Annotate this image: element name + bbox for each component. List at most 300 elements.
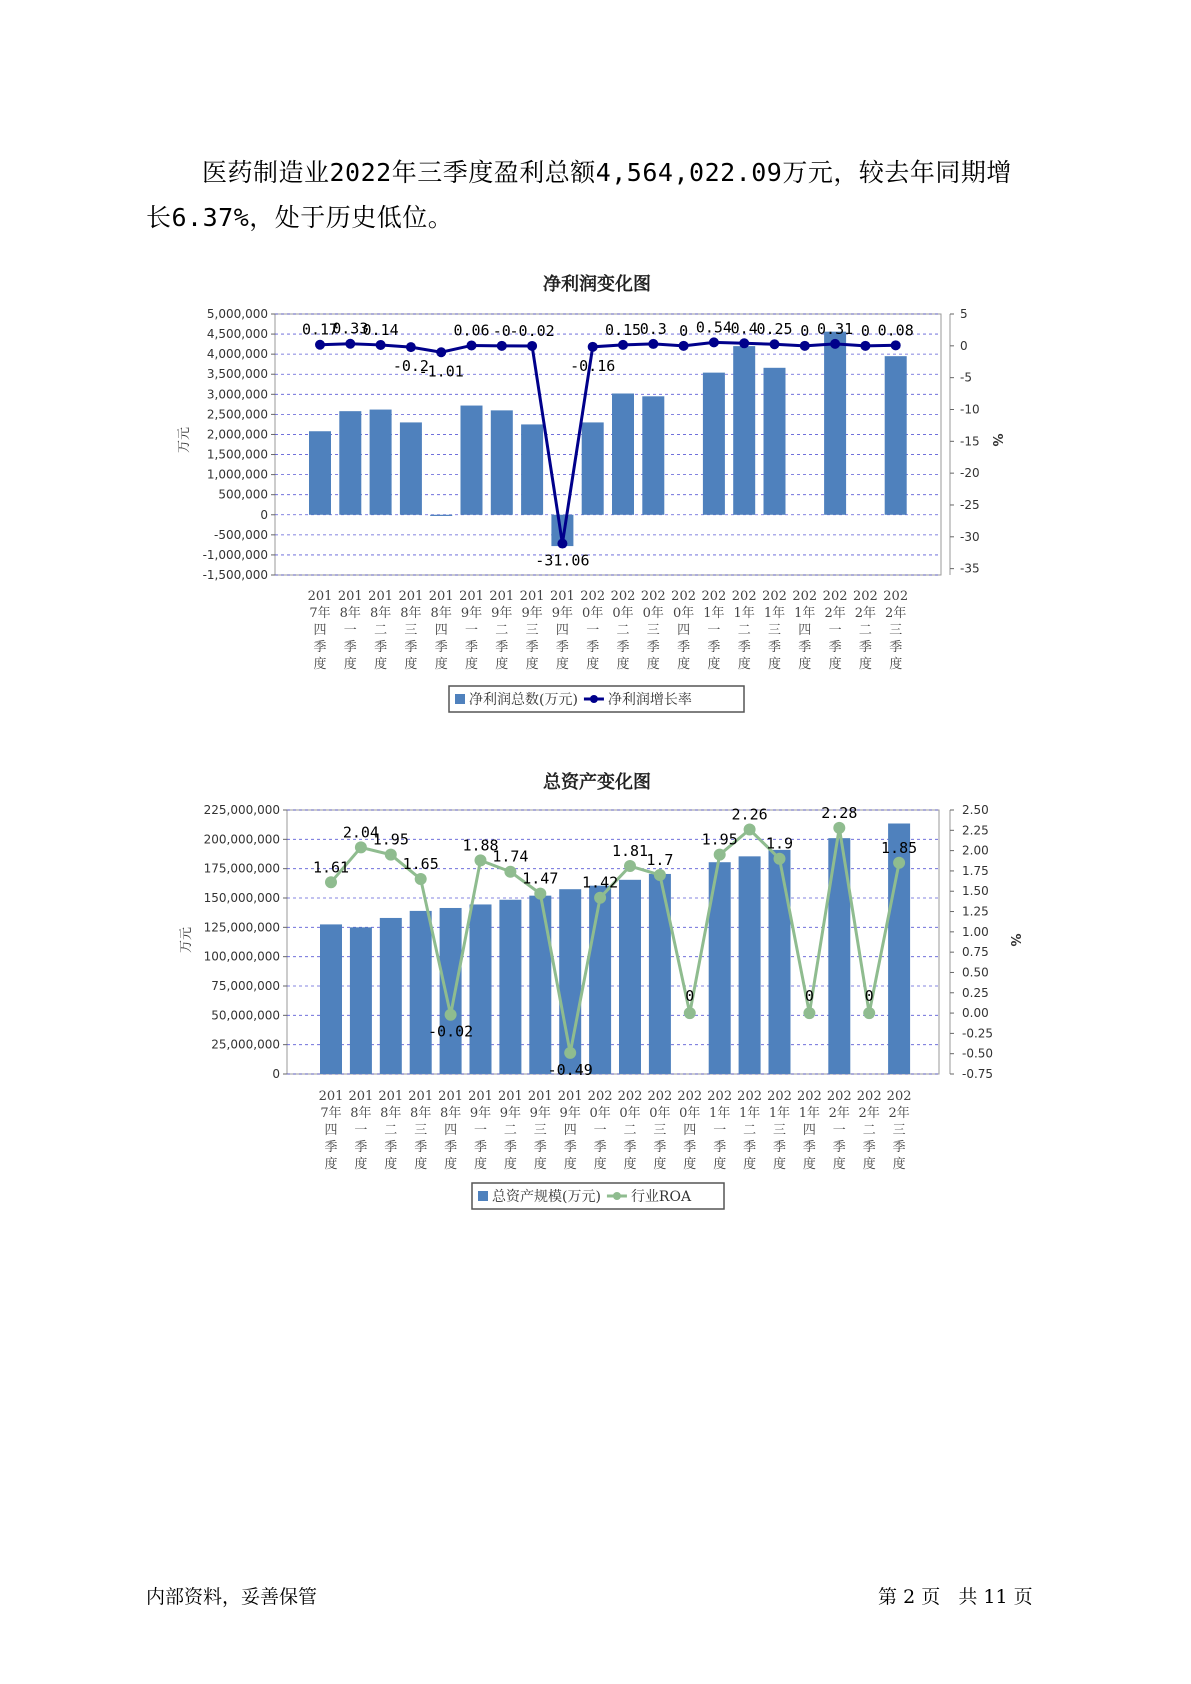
x-tick-label: 度 <box>593 1157 607 1172</box>
y2-tick-label: 2.50 <box>962 803 989 817</box>
y2-tick-label: 2.00 <box>962 843 989 858</box>
x-tick-label: 201 <box>398 589 424 604</box>
x-tick-label: 二 <box>374 623 388 638</box>
data-label: 0.3 <box>639 319 667 338</box>
x-tick-label: 9年 <box>460 606 483 621</box>
x-tick-label: 9年 <box>559 1106 581 1121</box>
x-tick-label: 度 <box>404 657 418 672</box>
x-tick-label: 一 <box>354 1123 368 1138</box>
y-tick-label: -1,500,000 <box>202 568 268 582</box>
line-point <box>863 1007 875 1019</box>
line-point <box>497 341 507 351</box>
x-tick-label: 201 <box>489 589 515 604</box>
y-tick-label: 0 <box>260 507 268 522</box>
x-tick-label: 度 <box>555 657 569 672</box>
bar <box>309 431 331 515</box>
data-label: 0.06 <box>453 321 490 340</box>
data-label: 0 <box>864 987 874 1006</box>
x-tick-label: 0年 <box>582 606 604 621</box>
x-tick-label: 季 <box>832 1140 846 1155</box>
x-tick-label: 季 <box>503 1140 517 1155</box>
y2-tick-label: -20 <box>960 466 980 481</box>
x-tick-label: 二 <box>616 623 630 638</box>
x-tick-label: 202 <box>792 589 818 604</box>
x-tick-label: 202 <box>707 1089 733 1104</box>
x-tick-label: 度 <box>473 1157 488 1172</box>
x-tick-label: 度 <box>892 1157 906 1172</box>
data-label: 0.54 <box>695 318 732 337</box>
x-tick-label: 四 <box>324 1123 338 1138</box>
data-label: -0.2 <box>392 357 429 376</box>
line-point <box>624 860 636 872</box>
data-label: 0 <box>685 987 695 1006</box>
legend-swatch-bar <box>478 1191 488 1201</box>
bar <box>320 924 342 1074</box>
x-tick-label: 201 <box>337 589 363 604</box>
x-tick-label: 二 <box>737 623 751 638</box>
data-label: 1.88 <box>462 836 499 855</box>
y2-tick-label: 5 <box>960 307 968 321</box>
bar <box>529 896 551 1074</box>
data-label: 1.95 <box>701 830 738 849</box>
x-tick-label: 0年 <box>649 1106 671 1121</box>
line-point <box>803 1007 815 1019</box>
chart-title: 净利润变化图 <box>543 274 651 295</box>
x-tick-label: 度 <box>772 1157 787 1172</box>
x-tick-label: 季 <box>414 1140 428 1155</box>
bar <box>491 410 513 514</box>
x-tick-label: 度 <box>525 657 539 672</box>
x-tick-label: 季 <box>555 640 569 655</box>
total-suffix: 页 <box>1013 1586 1033 1608</box>
bar <box>499 900 521 1074</box>
x-tick-label: 2年 <box>824 606 846 621</box>
y-tick-label: 50,000,000 <box>211 1008 280 1023</box>
x-tick-label: 季 <box>683 1140 697 1155</box>
x-tick-label: 三 <box>653 1123 667 1138</box>
line-point <box>355 841 367 853</box>
y-tick-label: 3,000,000 <box>206 387 268 402</box>
page-number: 2 <box>903 1586 916 1608</box>
x-tick-label: 一 <box>473 1123 488 1138</box>
line-point <box>833 822 845 834</box>
x-tick-label: 四 <box>313 623 327 638</box>
x-tick-label: 季 <box>324 1140 338 1155</box>
x-tick-label: 季 <box>444 1140 458 1155</box>
y2-tick-label: -0.75 <box>962 1067 994 1081</box>
x-tick-label: 202 <box>856 1089 882 1104</box>
data-label: 1.65 <box>402 855 439 874</box>
line-point <box>445 1009 457 1021</box>
data-label: 1.95 <box>372 830 409 849</box>
y-tick-label: 125,000,000 <box>203 920 280 935</box>
data-label: 0.14 <box>362 320 399 339</box>
x-tick-label: 202 <box>796 1089 822 1104</box>
x-tick-label: 三 <box>892 1123 906 1138</box>
y2-tick-label: 0.00 <box>962 1006 989 1021</box>
x-tick-label: 季 <box>464 640 479 655</box>
x-tick-label: 季 <box>533 1140 547 1155</box>
x-tick-label: 201 <box>519 589 545 604</box>
legend-label-bar: 总资产规模(万元) <box>492 1189 601 1205</box>
data-label: 1.61 <box>312 858 350 877</box>
x-tick-label: 季 <box>707 640 721 655</box>
line-point <box>800 341 810 351</box>
data-label: 0.4 <box>730 319 758 338</box>
y2-tick-label: 0.25 <box>962 985 989 1000</box>
data-label: 1.47 <box>522 869 559 888</box>
data-label: -0 <box>492 321 511 340</box>
x-tick-label: 202 <box>701 589 727 604</box>
x-tick-label: 201 <box>428 589 454 604</box>
x-tick-label: 度 <box>707 657 721 672</box>
x-tick-label: 度 <box>313 657 327 672</box>
x-tick-label: 8年 <box>369 606 392 621</box>
x-tick-label: 度 <box>324 1157 338 1172</box>
line-point <box>504 866 516 878</box>
x-tick-label: 1年 <box>738 1106 761 1121</box>
x-tick-label: 四 <box>555 623 569 638</box>
data-label: -1.01 <box>418 362 464 381</box>
y2-tick-label: -5 <box>960 370 972 385</box>
x-tick-label: 季 <box>646 640 660 655</box>
data-label: 0.33 <box>332 319 369 338</box>
line-point <box>588 342 598 352</box>
x-tick-label: 季 <box>374 640 388 655</box>
x-tick-label: 8年 <box>350 1106 372 1121</box>
x-tick-label: 8年 <box>380 1106 402 1121</box>
x-tick-label: 度 <box>743 1157 757 1172</box>
y2-tick-label: -35 <box>960 561 980 576</box>
x-tick-label: 度 <box>616 657 630 672</box>
x-tick-label: 202 <box>852 589 878 604</box>
x-tick-label: 2年 <box>885 606 907 621</box>
y2-axis-title: % <box>1007 933 1022 947</box>
legend-dot <box>613 1192 621 1200</box>
line-point <box>325 876 337 888</box>
line-point <box>893 857 905 869</box>
x-tick-label: 四 <box>677 623 691 638</box>
bar <box>733 346 755 515</box>
x-tick-label: 8年 <box>439 1106 462 1121</box>
y-axis-title: 万元 <box>177 426 192 454</box>
x-tick-label: 1年 <box>768 1106 791 1121</box>
bar <box>612 394 634 515</box>
x-tick-label: 8年 <box>339 606 361 621</box>
x-tick-label: 季 <box>713 1140 727 1155</box>
x-tick-label: 201 <box>527 1089 553 1104</box>
x-tick-label: 季 <box>767 640 782 655</box>
y2-tick-label: 1.00 <box>962 924 989 939</box>
y-tick-label: 225,000,000 <box>203 803 280 817</box>
x-tick-label: 季 <box>892 1140 906 1155</box>
x-tick-label: 四 <box>798 623 812 638</box>
x-tick-label: 季 <box>343 640 357 655</box>
x-tick-label: 度 <box>434 657 448 672</box>
x-tick-label: 季 <box>586 640 600 655</box>
data-label: -0.16 <box>570 356 616 375</box>
data-label: 1.81 <box>611 842 649 861</box>
x-tick-label: 201 <box>408 1089 434 1104</box>
x-tick-label: 四 <box>563 1123 577 1138</box>
x-tick-label: 1年 <box>763 606 786 621</box>
line-point <box>648 339 658 349</box>
x-tick-label: 9年 <box>521 606 543 621</box>
x-tick-label: 2年 <box>888 1106 910 1121</box>
x-tick-label: 201 <box>549 589 575 604</box>
y2-tick-label: 1.25 <box>962 904 989 919</box>
x-tick-label: 0年 <box>612 606 634 621</box>
x-tick-label: 季 <box>858 640 872 655</box>
x-tick-label: 202 <box>677 1089 703 1104</box>
x-tick-label: 季 <box>802 1140 816 1155</box>
x-tick-label: 8年 <box>430 606 452 621</box>
y2-axis-title: % <box>989 433 1004 447</box>
x-tick-label: 季 <box>525 640 539 655</box>
x-tick-label: 季 <box>473 1140 488 1155</box>
x-tick-label: 201 <box>438 1089 464 1104</box>
line-point <box>345 339 355 349</box>
bar <box>764 368 786 515</box>
x-tick-label: 202 <box>737 1089 763 1104</box>
x-tick-label: 三 <box>772 1123 787 1138</box>
x-tick-label: 202 <box>822 589 848 604</box>
x-tick-label: 202 <box>883 589 909 604</box>
y2-tick-label: -10 <box>960 402 980 417</box>
x-tick-label: 三 <box>889 623 903 638</box>
x-tick-label: 1年 <box>733 606 755 621</box>
x-tick-label: 度 <box>767 657 782 672</box>
line-point <box>709 337 719 347</box>
x-tick-label: 度 <box>798 657 812 672</box>
data-label: -0.02 <box>509 321 555 340</box>
bar <box>430 515 452 516</box>
x-tick-label: 季 <box>889 640 903 655</box>
x-tick-label: 度 <box>563 1157 577 1172</box>
x-tick-label: 9年 <box>529 1106 551 1121</box>
bar <box>642 396 664 514</box>
line-point <box>385 849 397 861</box>
line-point <box>679 341 689 351</box>
bar <box>400 422 422 514</box>
line-point <box>774 853 786 865</box>
x-tick-label: 一 <box>707 623 721 638</box>
x-tick-label: 9年 <box>499 1106 522 1121</box>
data-label: -0.49 <box>547 1060 593 1079</box>
y-axis-title: 万元 <box>179 926 194 954</box>
line-point <box>534 888 546 900</box>
y-tick-label: -500,000 <box>214 527 268 542</box>
data-label: 1.85 <box>881 838 918 857</box>
x-tick-label: 一 <box>713 1123 727 1138</box>
chart-title: 总资产变化图 <box>543 772 651 793</box>
y-tick-label: 1,500,000 <box>206 447 268 462</box>
x-tick-label: 四 <box>434 623 448 638</box>
x-tick-label: 9年 <box>491 606 513 621</box>
data-label: 0 <box>679 321 689 340</box>
total-prefix: 共 <box>958 1586 978 1608</box>
x-tick-label: 二 <box>862 1123 876 1138</box>
x-tick-label: 1年 <box>703 606 725 621</box>
y2-tick-label: 2.25 <box>962 823 989 838</box>
x-tick-label: 二 <box>858 623 872 638</box>
y2-tick-label: 1.75 <box>962 863 989 878</box>
x-tick-label: 201 <box>468 1089 493 1104</box>
x-tick-label: 1年 <box>798 1106 821 1121</box>
x-tick-label: 1年 <box>794 606 816 621</box>
x-tick-label: 202 <box>580 589 606 604</box>
x-tick-label: 季 <box>384 1140 398 1155</box>
y2-tick-label: -25 <box>960 497 980 512</box>
x-tick-label: 三 <box>767 623 782 638</box>
line-point <box>376 340 386 350</box>
x-tick-label: 201 <box>348 1089 374 1104</box>
x-tick-label: 二 <box>743 1123 757 1138</box>
x-tick-label: 0年 <box>679 1106 701 1121</box>
line-point <box>415 873 427 885</box>
x-tick-label: 202 <box>640 589 666 604</box>
bar <box>824 332 846 515</box>
x-tick-label: 度 <box>354 1157 368 1172</box>
x-tick-label: 202 <box>587 1089 613 1104</box>
data-label: 1.74 <box>492 847 529 866</box>
bar <box>440 908 462 1074</box>
x-tick-label: 二 <box>495 623 509 638</box>
x-tick-label: 202 <box>762 589 787 604</box>
bar <box>461 406 483 515</box>
x-tick-label: 202 <box>886 1089 912 1104</box>
x-tick-label: 季 <box>593 1140 607 1155</box>
line-point <box>744 823 756 835</box>
x-tick-label: 度 <box>713 1157 727 1172</box>
x-tick-label: 度 <box>646 657 660 672</box>
x-tick-label: 三 <box>533 1123 547 1138</box>
line-point <box>406 342 416 352</box>
y-tick-label: 2,500,000 <box>206 407 268 422</box>
x-tick-label: 202 <box>610 589 636 604</box>
bar <box>470 904 492 1074</box>
y-tick-label: 4,500,000 <box>206 327 268 342</box>
x-tick-label: 202 <box>617 1089 643 1104</box>
line-point <box>830 339 840 349</box>
legend-label-bar: 净利润总数(万元) <box>469 692 578 708</box>
x-tick-label: 度 <box>374 657 388 672</box>
x-tick-label: 季 <box>862 1140 876 1155</box>
y-tick-label: 5,000,000 <box>206 307 268 321</box>
data-label: 0 <box>800 321 810 340</box>
data-label: -0.02 <box>428 1022 474 1041</box>
x-tick-label: 201 <box>307 589 333 604</box>
bar <box>739 856 761 1074</box>
x-tick-label: 季 <box>772 1140 787 1155</box>
x-tick-label: 度 <box>533 1157 547 1172</box>
x-tick-label: 度 <box>828 657 842 672</box>
x-tick-label: 度 <box>802 1157 816 1172</box>
x-tick-label: 一 <box>832 1123 846 1138</box>
x-tick-label: 季 <box>313 640 327 655</box>
footer-confidential: 内部资料，妥善保管 <box>146 1586 318 1608</box>
line-point <box>467 340 477 350</box>
line-point <box>475 854 487 866</box>
y-tick-label: 100,000,000 <box>203 949 280 964</box>
x-tick-label: 季 <box>677 640 691 655</box>
x-tick-label: 2年 <box>828 1106 850 1121</box>
x-tick-label: 201 <box>318 1089 344 1104</box>
line-point <box>557 539 567 549</box>
x-tick-label: 202 <box>826 1089 852 1104</box>
x-tick-label: 三 <box>525 623 539 638</box>
x-tick-label: 0年 <box>589 1106 611 1121</box>
x-tick-label: 8年 <box>400 606 422 621</box>
bar <box>370 410 392 515</box>
y-tick-label: 1,000,000 <box>206 467 268 482</box>
x-tick-label: 度 <box>444 1157 458 1172</box>
x-tick-label: 一 <box>593 1123 607 1138</box>
x-tick-label: 度 <box>832 1157 846 1172</box>
x-tick-label: 季 <box>653 1140 667 1155</box>
bar <box>582 422 604 514</box>
data-label: 0.08 <box>877 321 914 340</box>
x-tick-label: 度 <box>737 657 751 672</box>
x-tick-label: 季 <box>434 640 448 655</box>
x-tick-label: 9年 <box>551 606 574 621</box>
x-tick-label: 四 <box>683 1123 697 1138</box>
x-tick-label: 一 <box>343 623 357 638</box>
line-point <box>714 849 726 861</box>
x-tick-label: 度 <box>503 1157 517 1172</box>
y-tick-label: 500,000 <box>218 487 268 502</box>
bar <box>380 918 402 1074</box>
legend-dot <box>590 695 598 703</box>
y2-tick-label: -15 <box>960 434 980 449</box>
y-tick-label: 0 <box>272 1067 280 1081</box>
x-tick-label: 季 <box>743 1140 757 1155</box>
bar <box>769 850 791 1074</box>
x-tick-label: 度 <box>384 1157 398 1172</box>
paragraph-line-1: 医药制造业2022年三季度盈利总额4,564,022.09万元，较去年同期增 <box>202 158 1012 187</box>
x-tick-label: 202 <box>731 589 757 604</box>
line-point <box>436 347 446 357</box>
x-tick-label: 0年 <box>619 1106 641 1121</box>
bar <box>350 927 372 1074</box>
x-tick-label: 8年 <box>410 1106 432 1121</box>
y-tick-label: 3,500,000 <box>206 367 268 382</box>
data-label: 1.7 <box>646 850 674 869</box>
x-tick-label: 度 <box>862 1157 876 1172</box>
line-point <box>684 1007 696 1019</box>
bar <box>410 911 432 1074</box>
bar <box>885 356 907 515</box>
y2-tick-label: -0.50 <box>962 1046 994 1061</box>
legend-label-line: 行业ROA <box>630 1189 692 1205</box>
x-tick-label: 季 <box>828 640 842 655</box>
x-tick-label: 四 <box>802 1123 816 1138</box>
x-tick-label: 二 <box>503 1123 517 1138</box>
bar <box>339 411 361 515</box>
page-mid: 页 <box>921 1586 941 1608</box>
line-point <box>891 340 901 350</box>
bar <box>589 886 611 1074</box>
y2-tick-label: -0.25 <box>962 1026 994 1041</box>
x-tick-label: 7年 <box>309 606 331 621</box>
x-tick-label: 度 <box>858 657 872 672</box>
x-tick-label: 季 <box>354 1140 368 1155</box>
y-tick-label: -1,000,000 <box>202 547 268 562</box>
x-tick-label: 201 <box>459 589 484 604</box>
x-tick-label: 202 <box>767 1089 792 1104</box>
data-label: 0.25 <box>756 320 793 339</box>
line-point <box>860 341 870 351</box>
